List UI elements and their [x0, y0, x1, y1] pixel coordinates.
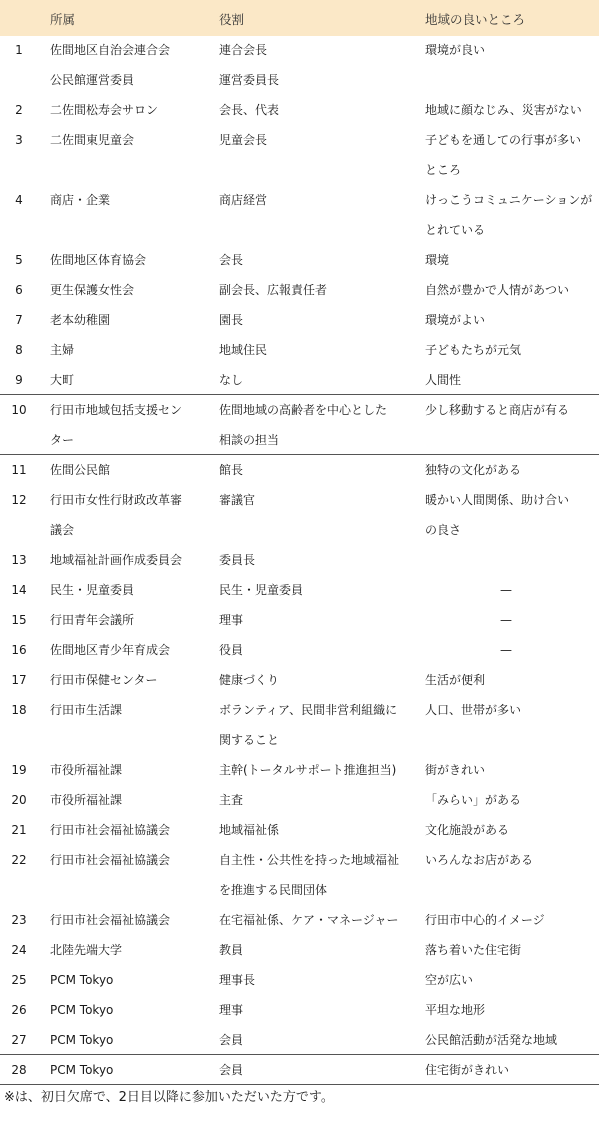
affiliation-cell: 行田市地域包括支援セン — [50, 403, 183, 417]
row-number: 25 — [11, 973, 27, 987]
row-divider — [0, 454, 599, 455]
row-number: 2 — [15, 103, 23, 117]
affiliation-cell: 更生保護女性会 — [50, 283, 135, 297]
header-affiliation: 所属 — [50, 12, 76, 27]
role-cell: 在宅福祉係、ケア・マネージャー — [219, 913, 399, 927]
good-points-cell: 街がきれい — [425, 763, 486, 777]
role-cell: 館長 — [219, 463, 244, 477]
affiliation-cell: 商店・企業 — [50, 193, 111, 207]
row-number: 9 — [15, 373, 23, 387]
good-points-dash: — — [500, 643, 512, 657]
role-cell: 役員 — [219, 643, 244, 657]
role-cell: 関すること — [219, 733, 280, 747]
good-points-cell: 人口、世帯が多い — [425, 703, 522, 717]
table-bottom-rule — [0, 1084, 599, 1085]
role-cell: 児童会長 — [219, 133, 268, 147]
row-number: 24 — [11, 943, 27, 957]
role-cell: 委員長 — [219, 553, 256, 567]
row-number: 14 — [11, 583, 27, 597]
affiliation-cell: PCM Tokyo — [50, 1033, 114, 1047]
affiliation-cell: 民生・児童委員 — [50, 583, 135, 597]
good-points-cell: 「みらい」がある — [425, 793, 522, 807]
row-number: 22 — [11, 853, 27, 867]
row-number: 19 — [11, 763, 27, 777]
row-number: 4 — [15, 193, 23, 207]
good-points-cell: ところ — [425, 163, 462, 177]
role-cell: 副会長、広報責任者 — [219, 283, 328, 297]
affiliation-cell: 二佐間東児童会 — [50, 133, 135, 147]
good-points-cell: とれている — [425, 223, 486, 237]
good-points-cell: 人間性 — [425, 373, 462, 387]
affiliation-cell: 佐間地区体育協会 — [50, 253, 147, 267]
good-points-cell: 地域に顔なじみ、災害がない — [425, 103, 582, 117]
role-cell: 自主性・公共性を持った地域福祉 — [219, 853, 400, 867]
affiliation-cell: 佐間地区自治会連合会 — [50, 43, 171, 57]
affiliation-cell: 議会 — [50, 523, 75, 537]
row-number: 3 — [15, 133, 23, 147]
affiliation-cell: 行田市社会福祉協議会 — [50, 823, 171, 837]
good-points-cell: 空が広い — [425, 973, 474, 987]
row-number: 15 — [11, 613, 27, 627]
good-points-cell: 独特の文化がある — [425, 463, 522, 477]
role-cell: 会員 — [219, 1063, 244, 1077]
role-cell: 健康づくり — [219, 673, 280, 687]
affiliation-cell: PCM Tokyo — [50, 1003, 114, 1017]
row-number: 12 — [11, 493, 27, 507]
affiliation-cell: PCM Tokyo — [50, 973, 114, 987]
role-cell: 民生・児童委員 — [219, 583, 304, 597]
row-number: 11 — [11, 463, 27, 477]
row-number: 13 — [11, 553, 27, 567]
role-cell: 運営委員長 — [219, 73, 280, 87]
role-cell: 理事長 — [219, 973, 256, 987]
good-points-cell: 環境がよい — [425, 313, 486, 327]
good-points-dash: — — [500, 613, 512, 627]
affiliation-cell: 佐間地区青少年育成会 — [50, 643, 171, 657]
role-cell: 相談の担当 — [219, 433, 280, 447]
good-points-cell: 行田市中心的イメージ — [425, 913, 545, 927]
good-points-dash: — — [500, 583, 512, 597]
affiliation-cell: 行田青年会議所 — [50, 613, 135, 627]
affiliation-cell: ター — [50, 433, 75, 447]
good-points-cell: いろんなお店がある — [425, 853, 534, 867]
role-cell: 商店経営 — [219, 193, 268, 207]
good-points-cell: 子どもたちが元気 — [425, 343, 522, 357]
affiliation-cell: 行田市生活課 — [50, 703, 123, 717]
role-cell: ボランティア、民間非営利組織に — [219, 703, 398, 717]
good-points-cell: 文化施設がある — [425, 823, 510, 837]
row-number: 8 — [15, 343, 23, 357]
good-points-cell: 平坦な地形 — [425, 1003, 486, 1017]
row-number: 7 — [15, 313, 23, 327]
role-cell: 連合会長 — [219, 43, 268, 57]
good-points-cell: 環境が良い — [425, 43, 486, 57]
role-cell: なし — [219, 373, 244, 387]
affiliation-cell: 佐間公民館 — [50, 463, 111, 477]
row-number: 6 — [15, 283, 23, 297]
good-points-cell: けっこうコミュニケーションが — [425, 193, 593, 207]
row-number: 10 — [11, 403, 27, 417]
good-points-cell: 生活が便利 — [425, 673, 486, 687]
role-cell: 審議官 — [219, 493, 256, 507]
row-number: 26 — [11, 1003, 27, 1017]
header-good-points: 地域の良いところ — [425, 12, 526, 27]
row-number: 23 — [11, 913, 27, 927]
role-cell: 理事 — [219, 1003, 244, 1017]
role-cell: 理事 — [219, 613, 244, 627]
affiliation-cell: 行田市保健センター — [50, 673, 158, 687]
row-number: 16 — [11, 643, 27, 657]
table-header — [0, 0, 599, 36]
row-number: 17 — [11, 673, 27, 687]
affiliation-cell: 市役所福祉課 — [50, 793, 123, 807]
row-number: 21 — [11, 823, 27, 837]
affiliation-cell: 北陸先端大学 — [50, 943, 123, 957]
good-points-cell: 住宅街がきれい — [425, 1063, 510, 1077]
role-cell: 会員 — [219, 1033, 244, 1047]
row-number: 27 — [11, 1033, 27, 1047]
footnote: ※は、初日欠席で、2日目以降に参加いただいた方です。 — [4, 1090, 334, 1105]
affiliation-cell: 公民館運営委員 — [50, 73, 135, 87]
affiliation-cell: 主婦 — [50, 343, 75, 357]
role-cell: 主査 — [219, 793, 244, 807]
good-points-cell: 落ち着いた住宅街 — [425, 943, 522, 957]
affiliation-cell: 二佐間松寿会サロン — [50, 103, 159, 117]
header-role: 役割 — [219, 12, 245, 27]
role-cell: 会長、代表 — [219, 103, 280, 117]
row-number: 28 — [11, 1063, 27, 1077]
role-cell: 教員 — [219, 943, 244, 957]
affiliation-cell: 市役所福祉課 — [50, 763, 123, 777]
affiliation-cell: 老本幼稚園 — [50, 313, 111, 327]
good-points-cell: 自然が豊かで人情があつい — [425, 283, 570, 297]
role-cell: 園長 — [219, 313, 244, 327]
good-points-cell: 環境 — [425, 253, 450, 267]
affiliation-cell: 行田市女性行財政改革審 — [50, 493, 183, 507]
good-points-cell: 暖かい人間関係、助け合い — [425, 493, 570, 507]
role-cell: 佐間地域の高齢者を中心とした — [219, 403, 388, 417]
role-cell: を推進する民間団体 — [219, 883, 328, 897]
good-points-cell: 子どもを通しての行事が多い — [425, 133, 582, 147]
row-number: 18 — [11, 703, 27, 717]
affiliation-cell: 地域福祉計画作成委員会 — [50, 553, 183, 567]
row-number: 5 — [15, 253, 23, 267]
affiliation-cell: PCM Tokyo — [50, 1063, 114, 1077]
row-divider — [0, 1054, 599, 1055]
good-points-cell: 少し移動すると商店が有る — [425, 403, 570, 417]
role-cell: 地域住民 — [219, 343, 268, 357]
affiliation-cell: 大町 — [50, 373, 75, 387]
role-cell: 主幹(トータルサポート推進担当) — [219, 763, 397, 777]
good-points-cell: 公民館活動が活発な地域 — [425, 1033, 558, 1047]
row-divider — [0, 394, 599, 395]
row-number: 20 — [11, 793, 27, 807]
role-cell: 会長 — [219, 253, 244, 267]
affiliation-cell: 行田市社会福祉協議会 — [50, 913, 171, 927]
good-points-cell: の良さ — [425, 523, 462, 537]
role-cell: 地域福祉係 — [219, 823, 280, 837]
row-number: 1 — [15, 43, 23, 57]
affiliation-cell: 行田市社会福祉協議会 — [50, 853, 171, 867]
